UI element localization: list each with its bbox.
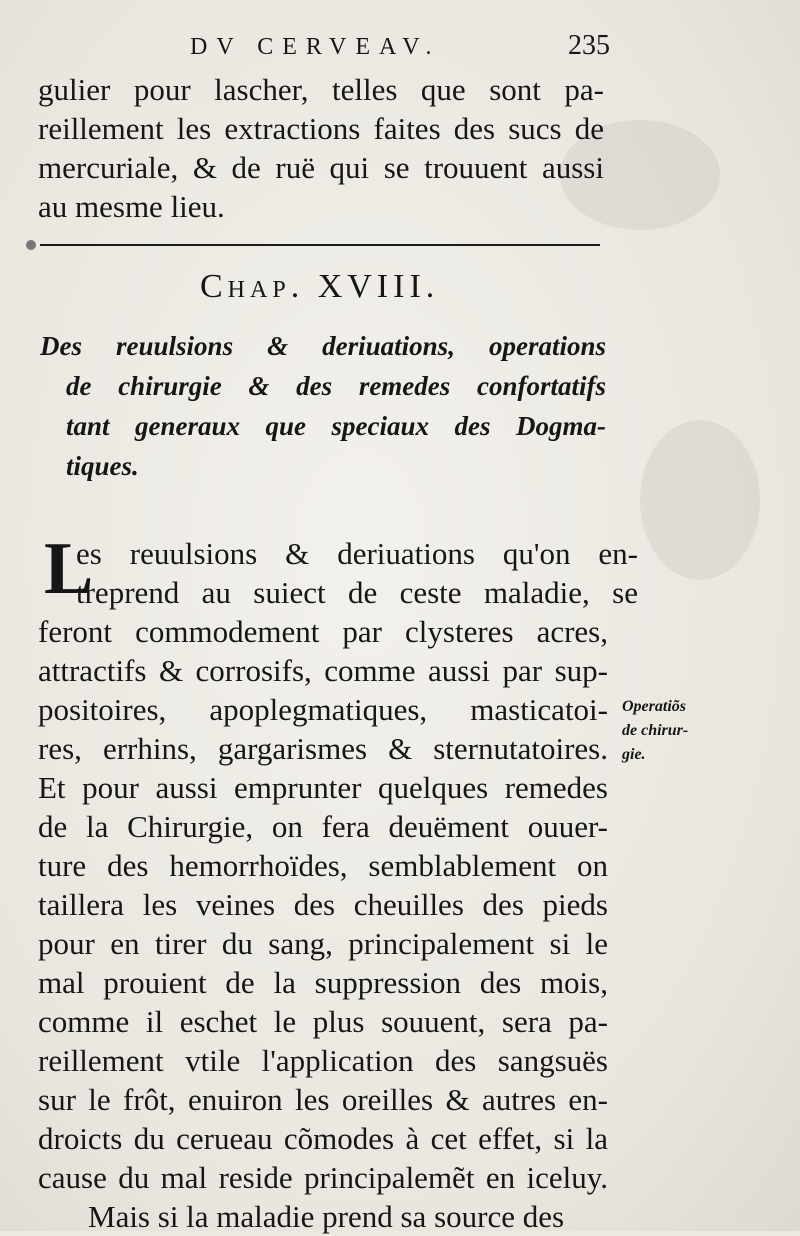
body-paragraph: [38, 528, 638, 1236]
page-header: [190, 30, 610, 70]
text-line: reillement vtile l'application des sangsuës: [38, 1043, 608, 1078]
text-line: au mesme lieu.: [38, 189, 225, 224]
text-line: sur le frôt, enuiron les oreilles & autres en-: [38, 1082, 608, 1117]
text-line: res, errhins, gargarismes & sternutatoires.: [38, 731, 608, 766]
text-line: attractifs & corrosifs, comme aussi par sup-: [38, 653, 608, 688]
paper-stain: [640, 420, 760, 580]
text-line: positoires, apoplegmatiques, masticatoi-: [38, 692, 608, 727]
drop-cap: L: [44, 528, 94, 610]
marginal-note: [622, 695, 732, 767]
text-line: mercuriale, & de ruë qui se trouuent aussi: [38, 150, 604, 185]
rule-ornament-dot: [26, 240, 36, 250]
text-line: cause du mal reside principalemẽt en iceluy.: [38, 1160, 608, 1195]
text-line: pour en tirer du sang, principalement si le: [38, 926, 608, 961]
text-line: es reuulsions & deriuations qu'on en-: [76, 536, 638, 571]
text-line: de la Chirurgie, on fera deuëment ouuer-: [38, 809, 608, 844]
subtitle-line: tant generaux que speciaux des Dogma-: [66, 411, 606, 441]
continuation-paragraph: [38, 70, 604, 226]
subtitle-line: tiques.: [66, 451, 139, 481]
text-line: reillement les extractions faites des sucs de: [38, 111, 604, 146]
text-line: Mais si la maladie prend sa source des: [88, 1199, 565, 1234]
text-line: feront commodement par clysteres acres,: [38, 614, 608, 649]
text-line: gulier pour lascher, telles que sont pa-: [38, 72, 604, 107]
chapter-subtitle: [40, 326, 606, 486]
text-line: mal prouient de la suppression des mois,: [38, 965, 608, 1000]
subtitle-line: de chirurgie & des remedes confortatifs: [66, 371, 606, 401]
running-head: DV CERVEAV.: [190, 34, 441, 60]
text-line: droicts du cerueau cõmodes à cet effet, si la: [38, 1121, 608, 1156]
text-line: Et pour aussi emprunter quelques remedes: [38, 770, 608, 805]
marginal-note-line: Operatiõs: [622, 698, 686, 715]
section-rule: [40, 244, 600, 246]
text-line: comme il eschet le plus souuent, sera pa-: [38, 1004, 608, 1039]
chapter-title: Chap. XVIII.: [200, 268, 440, 305]
page-number: 235: [568, 30, 610, 61]
subtitle-line: Des reuulsions & deriuations, operations: [40, 331, 606, 361]
text-line: taillera les veines des cheuilles des pieds: [38, 887, 608, 922]
text-line: treprend au suiect de ceste maladie, se: [76, 575, 638, 610]
marginal-note-line: gie.: [622, 746, 646, 763]
marginal-note-line: de chirur-: [622, 722, 689, 739]
text-line: ture des hemorrhoïdes, semblablement on: [38, 848, 608, 883]
